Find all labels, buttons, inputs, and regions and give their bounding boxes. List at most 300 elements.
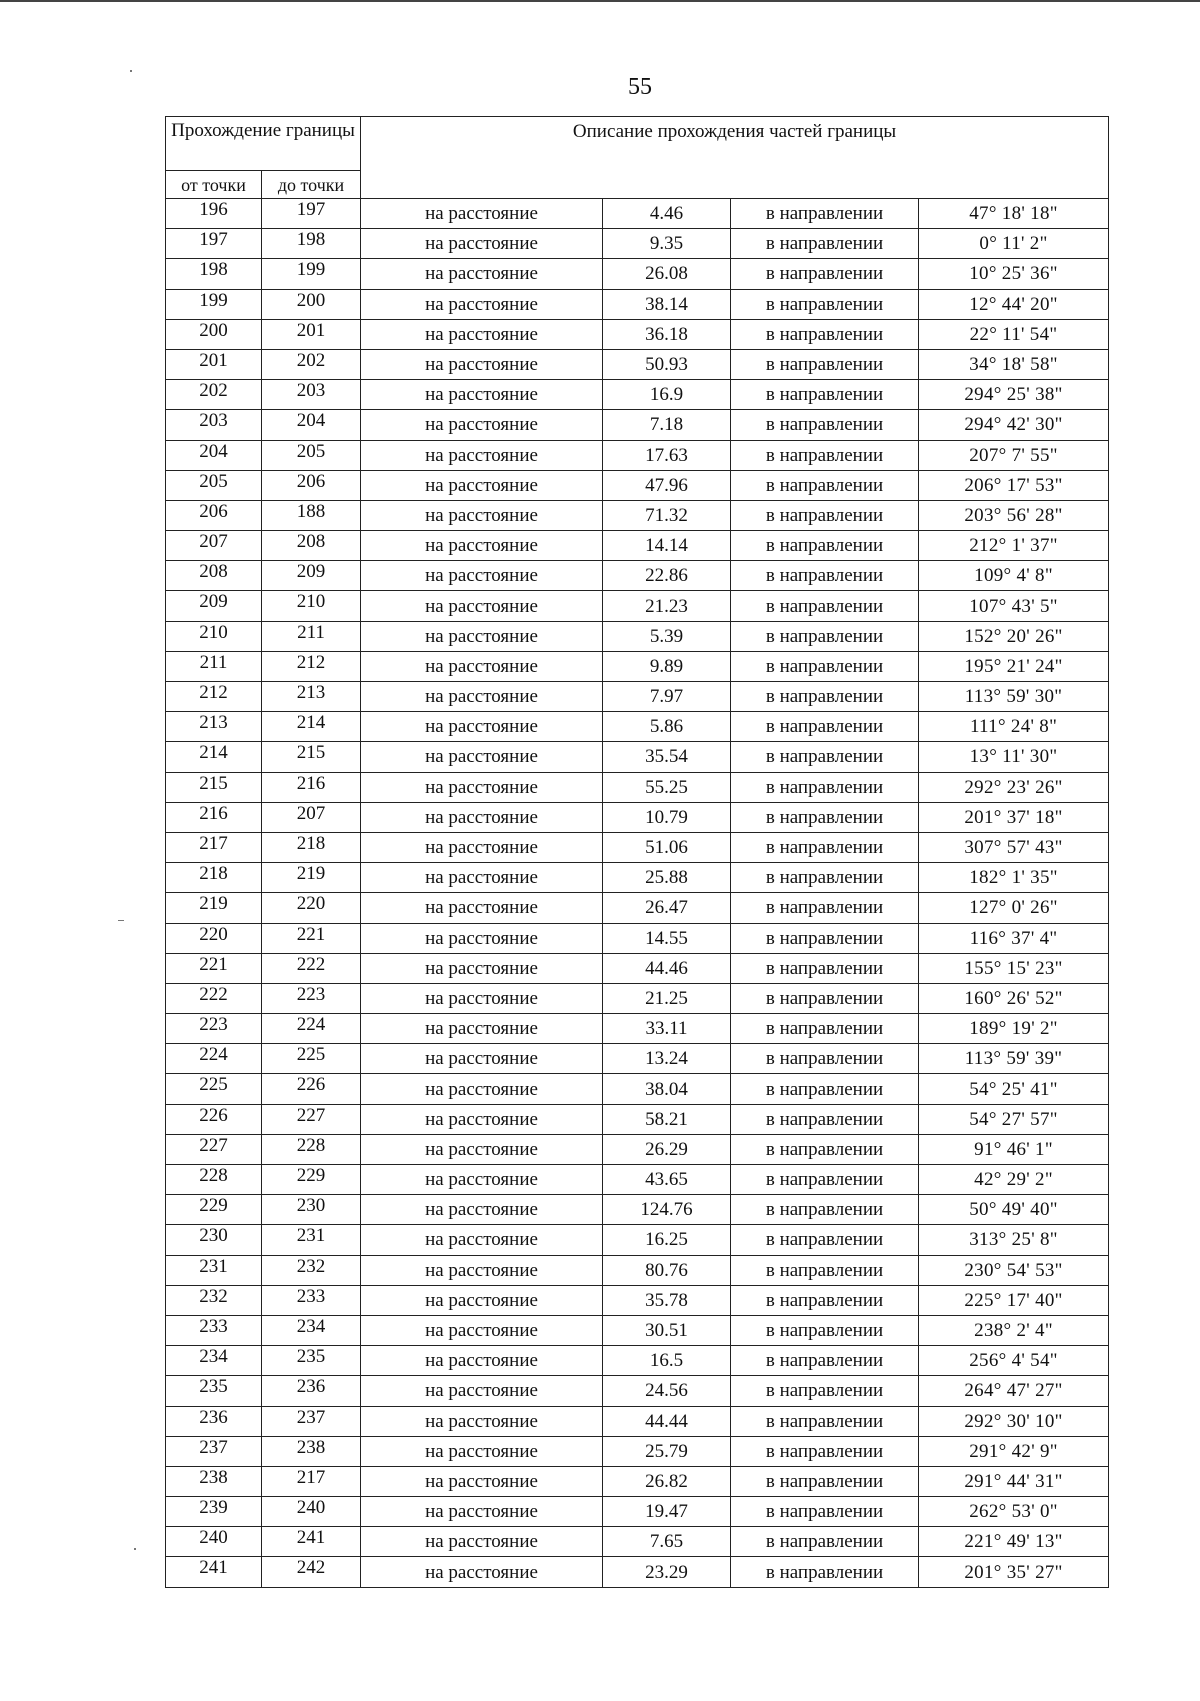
table-row <box>166 500 1109 530</box>
distance-label-cell: на расстояние <box>361 621 603 651</box>
distance-label-cell: на расстояние <box>361 1376 603 1406</box>
distance-value-cell: 17.63 <box>603 440 731 470</box>
table-row <box>166 1497 1109 1527</box>
table-row <box>166 832 1109 862</box>
angle-value-cell: 238° 2' 4" <box>919 1315 1109 1345</box>
direction-label-cell: в направлении <box>731 863 919 893</box>
to-point-cell: 197 <box>262 199 361 229</box>
to-point-cell: 209 <box>262 561 361 591</box>
direction-label-cell: в направлении <box>731 832 919 862</box>
distance-label-cell: на расстояние <box>361 1466 603 1496</box>
table-row <box>166 1285 1109 1315</box>
distance-value-cell: 21.25 <box>603 983 731 1013</box>
distance-label-cell: на расстояние <box>361 682 603 712</box>
distance-label-cell: на расстояние <box>361 802 603 832</box>
header-description: Описание прохождения частей границы <box>361 117 1109 199</box>
header-from-point: от точки <box>166 171 262 199</box>
angle-value-cell: 22° 11' 54" <box>919 319 1109 349</box>
angle-value-cell: 206° 17' 53" <box>919 470 1109 500</box>
direction-label-cell: в направлении <box>731 1285 919 1315</box>
from-point-cell: 209 <box>166 591 262 621</box>
table-row <box>166 259 1109 289</box>
to-point-cell: 215 <box>262 742 361 772</box>
distance-label-cell: на расстояние <box>361 1346 603 1376</box>
to-point-cell: 213 <box>262 682 361 712</box>
table-row <box>166 953 1109 983</box>
distance-value-cell: 5.39 <box>603 621 731 651</box>
to-point-cell: 214 <box>262 712 361 742</box>
table-row <box>166 319 1109 349</box>
table-row <box>166 1466 1109 1496</box>
from-point-cell: 200 <box>166 319 262 349</box>
distance-label-cell: на расстояние <box>361 229 603 259</box>
angle-value-cell: 294° 42' 30" <box>919 410 1109 440</box>
distance-value-cell: 26.82 <box>603 1466 731 1496</box>
direction-label-cell: в направлении <box>731 1466 919 1496</box>
scan-mark <box>118 920 124 921</box>
to-point-cell: 224 <box>262 1014 361 1044</box>
to-point-cell: 220 <box>262 893 361 923</box>
distance-label-cell: на расстояние <box>361 893 603 923</box>
direction-label-cell: в направлении <box>731 1014 919 1044</box>
distance-value-cell: 35.78 <box>603 1285 731 1315</box>
to-point-cell: 238 <box>262 1436 361 1466</box>
table-row <box>166 893 1109 923</box>
angle-value-cell: 160° 26' 52" <box>919 983 1109 1013</box>
distance-value-cell: 58.21 <box>603 1104 731 1134</box>
direction-label-cell: в направлении <box>731 1165 919 1195</box>
angle-value-cell: 292° 30' 10" <box>919 1406 1109 1436</box>
table-row <box>166 621 1109 651</box>
distance-label-cell: на расстояние <box>361 199 603 229</box>
from-point-cell: 201 <box>166 349 262 379</box>
from-point-cell: 229 <box>166 1195 262 1225</box>
from-point-cell: 223 <box>166 1014 262 1044</box>
distance-value-cell: 23.29 <box>603 1557 731 1587</box>
distance-label-cell: на расстояние <box>361 500 603 530</box>
distance-label-cell: на расстояние <box>361 1315 603 1345</box>
from-point-cell: 222 <box>166 983 262 1013</box>
distance-label-cell: на расстояние <box>361 1044 603 1074</box>
to-point-cell: 240 <box>262 1497 361 1527</box>
distance-value-cell: 25.88 <box>603 863 731 893</box>
to-point-cell: 212 <box>262 651 361 681</box>
direction-label-cell: в направлении <box>731 953 919 983</box>
direction-label-cell: в направлении <box>731 561 919 591</box>
table-row <box>166 199 1109 229</box>
from-point-cell: 216 <box>166 802 262 832</box>
distance-value-cell: 71.32 <box>603 500 731 530</box>
to-point-cell: 226 <box>262 1074 361 1104</box>
distance-label-cell: на расстояние <box>361 772 603 802</box>
table-row <box>166 1044 1109 1074</box>
angle-value-cell: 42° 29' 2" <box>919 1165 1109 1195</box>
table-row <box>166 531 1109 561</box>
distance-label-cell: на расстояние <box>361 1165 603 1195</box>
distance-value-cell: 7.65 <box>603 1527 731 1557</box>
distance-value-cell: 16.25 <box>603 1225 731 1255</box>
to-point-cell: 228 <box>262 1134 361 1164</box>
to-point-cell: 217 <box>262 1466 361 1496</box>
table-row <box>166 742 1109 772</box>
distance-label-cell: на расстояние <box>361 1195 603 1225</box>
angle-value-cell: 203° 56' 28" <box>919 500 1109 530</box>
distance-label-cell: на расстояние <box>361 470 603 500</box>
to-point-cell: 241 <box>262 1527 361 1557</box>
distance-value-cell: 26.29 <box>603 1134 731 1164</box>
distance-label-cell: на расстояние <box>361 1436 603 1466</box>
distance-label-cell: на расстояние <box>361 651 603 681</box>
distance-label-cell: на расстояние <box>361 259 603 289</box>
angle-value-cell: 307° 57' 43" <box>919 832 1109 862</box>
table-row <box>166 1134 1109 1164</box>
from-point-cell: 218 <box>166 863 262 893</box>
distance-value-cell: 14.55 <box>603 923 731 953</box>
angle-value-cell: 182° 1' 35" <box>919 863 1109 893</box>
table-row <box>166 923 1109 953</box>
distance-value-cell: 26.47 <box>603 893 731 923</box>
distance-value-cell: 50.93 <box>603 349 731 379</box>
distance-value-cell: 7.97 <box>603 682 731 712</box>
from-point-cell: 224 <box>166 1044 262 1074</box>
to-point-cell: 231 <box>262 1225 361 1255</box>
page-number: 55 <box>628 74 652 100</box>
from-point-cell: 239 <box>166 1497 262 1527</box>
from-point-cell: 198 <box>166 259 262 289</box>
header-to-point: до точки <box>262 171 361 199</box>
from-point-cell: 230 <box>166 1225 262 1255</box>
distance-value-cell: 25.79 <box>603 1436 731 1466</box>
table-row <box>166 712 1109 742</box>
from-point-cell: 199 <box>166 289 262 319</box>
angle-value-cell: 189° 19' 2" <box>919 1014 1109 1044</box>
from-point-cell: 205 <box>166 470 262 500</box>
direction-label-cell: в направлении <box>731 621 919 651</box>
from-point-cell: 211 <box>166 651 262 681</box>
direction-label-cell: в направлении <box>731 1376 919 1406</box>
from-point-cell: 237 <box>166 1436 262 1466</box>
angle-value-cell: 256° 4' 54" <box>919 1346 1109 1376</box>
direction-label-cell: в направлении <box>731 742 919 772</box>
distance-label-cell: на расстояние <box>361 1557 603 1587</box>
direction-label-cell: в направлении <box>731 1497 919 1527</box>
from-point-cell: 217 <box>166 832 262 862</box>
angle-value-cell: 291° 42' 9" <box>919 1436 1109 1466</box>
distance-label-cell: на расстояние <box>361 1497 603 1527</box>
distance-label-cell: на расстояние <box>361 289 603 319</box>
table-row <box>166 410 1109 440</box>
direction-label-cell: в направлении <box>731 682 919 712</box>
from-point-cell: 240 <box>166 1527 262 1557</box>
to-point-cell: 198 <box>262 229 361 259</box>
from-point-cell: 202 <box>166 380 262 410</box>
distance-value-cell: 14.14 <box>603 531 731 561</box>
table-row <box>166 682 1109 712</box>
direction-label-cell: в направлении <box>731 410 919 440</box>
distance-value-cell: 43.65 <box>603 1165 731 1195</box>
angle-value-cell: 34° 18' 58" <box>919 349 1109 379</box>
distance-value-cell: 30.51 <box>603 1315 731 1345</box>
to-point-cell: 200 <box>262 289 361 319</box>
to-point-cell: 203 <box>262 380 361 410</box>
table-row <box>166 983 1109 1013</box>
from-point-cell: 220 <box>166 923 262 953</box>
direction-label-cell: в направлении <box>731 229 919 259</box>
angle-value-cell: 292° 23' 26" <box>919 772 1109 802</box>
direction-label-cell: в направлении <box>731 259 919 289</box>
to-point-cell: 230 <box>262 1195 361 1225</box>
distance-value-cell: 44.46 <box>603 953 731 983</box>
angle-value-cell: 12° 44' 20" <box>919 289 1109 319</box>
direction-label-cell: в направлении <box>731 349 919 379</box>
distance-label-cell: на расстояние <box>361 1406 603 1436</box>
to-point-cell: 233 <box>262 1285 361 1315</box>
angle-value-cell: 116° 37' 4" <box>919 923 1109 953</box>
angle-value-cell: 155° 15' 23" <box>919 953 1109 983</box>
boundary-table <box>165 116 1109 1588</box>
from-point-cell: 197 <box>166 229 262 259</box>
angle-value-cell: 109° 4' 8" <box>919 561 1109 591</box>
angle-value-cell: 91° 46' 1" <box>919 1134 1109 1164</box>
table-row <box>166 772 1109 802</box>
to-point-cell: 242 <box>262 1557 361 1587</box>
from-point-cell: 241 <box>166 1557 262 1587</box>
distance-value-cell: 124.76 <box>603 1195 731 1225</box>
direction-label-cell: в направлении <box>731 651 919 681</box>
angle-value-cell: 262° 53' 0" <box>919 1497 1109 1527</box>
direction-label-cell: в направлении <box>731 289 919 319</box>
top-border-line <box>0 0 1200 2</box>
to-point-cell: 210 <box>262 591 361 621</box>
from-point-cell: 204 <box>166 440 262 470</box>
direction-label-cell: в направлении <box>731 1527 919 1557</box>
direction-label-cell: в направлении <box>731 1044 919 1074</box>
angle-value-cell: 13° 11' 30" <box>919 742 1109 772</box>
to-point-cell: 221 <box>262 923 361 953</box>
distance-value-cell: 9.89 <box>603 651 731 681</box>
distance-label-cell: на расстояние <box>361 1527 603 1557</box>
distance-value-cell: 33.11 <box>603 1014 731 1044</box>
distance-value-cell: 38.14 <box>603 289 731 319</box>
to-point-cell: 236 <box>262 1376 361 1406</box>
from-point-cell: 215 <box>166 772 262 802</box>
distance-value-cell: 24.56 <box>603 1376 731 1406</box>
from-point-cell: 235 <box>166 1376 262 1406</box>
to-point-cell: 204 <box>262 410 361 440</box>
direction-label-cell: в направлении <box>731 1074 919 1104</box>
direction-label-cell: в направлении <box>731 1346 919 1376</box>
table-row <box>166 1195 1109 1225</box>
angle-value-cell: 54° 25' 41" <box>919 1074 1109 1104</box>
table-row <box>166 1225 1109 1255</box>
from-point-cell: 206 <box>166 500 262 530</box>
from-point-cell: 212 <box>166 682 262 712</box>
from-point-cell: 210 <box>166 621 262 651</box>
direction-label-cell: в направлении <box>731 470 919 500</box>
direction-label-cell: в направлении <box>731 319 919 349</box>
angle-value-cell: 54° 27' 57" <box>919 1104 1109 1134</box>
header-passage: Прохождение границы <box>166 117 361 171</box>
table-row <box>166 289 1109 319</box>
from-point-cell: 221 <box>166 953 262 983</box>
distance-label-cell: на расстояние <box>361 531 603 561</box>
direction-label-cell: в направлении <box>731 500 919 530</box>
direction-label-cell: в направлении <box>731 1557 919 1587</box>
direction-label-cell: в направлении <box>731 1104 919 1134</box>
table-row <box>166 380 1109 410</box>
direction-label-cell: в направлении <box>731 531 919 561</box>
to-point-cell: 219 <box>262 863 361 893</box>
from-point-cell: 219 <box>166 893 262 923</box>
angle-value-cell: 113° 59' 30" <box>919 682 1109 712</box>
distance-label-cell: на расстояние <box>361 319 603 349</box>
to-point-cell: 222 <box>262 953 361 983</box>
table-row <box>166 591 1109 621</box>
distance-label-cell: на расстояние <box>361 1074 603 1104</box>
distance-label-cell: на расстояние <box>361 923 603 953</box>
table-row <box>166 470 1109 500</box>
distance-label-cell: на расстояние <box>361 1134 603 1164</box>
distance-value-cell: 21.23 <box>603 591 731 621</box>
angle-value-cell: 127° 0' 26" <box>919 893 1109 923</box>
direction-label-cell: в направлении <box>731 380 919 410</box>
angle-value-cell: 212° 1' 37" <box>919 531 1109 561</box>
distance-value-cell: 5.86 <box>603 712 731 742</box>
table-row <box>166 1436 1109 1466</box>
distance-value-cell: 80.76 <box>603 1255 731 1285</box>
to-point-cell: 216 <box>262 772 361 802</box>
angle-value-cell: 201° 35' 27" <box>919 1557 1109 1587</box>
angle-value-cell: 294° 25' 38" <box>919 380 1109 410</box>
angle-value-cell: 47° 18' 18" <box>919 199 1109 229</box>
table-row <box>166 440 1109 470</box>
direction-label-cell: в направлении <box>731 1436 919 1466</box>
table-row <box>166 1406 1109 1436</box>
from-point-cell: 232 <box>166 1285 262 1315</box>
distance-label-cell: на расстояние <box>361 410 603 440</box>
direction-label-cell: в направлении <box>731 1195 919 1225</box>
distance-value-cell: 26.08 <box>603 259 731 289</box>
direction-label-cell: в направлении <box>731 1406 919 1436</box>
to-point-cell: 207 <box>262 802 361 832</box>
table-row <box>166 1315 1109 1345</box>
table-row <box>166 802 1109 832</box>
to-point-cell: 223 <box>262 983 361 1013</box>
angle-value-cell: 225° 17' 40" <box>919 1285 1109 1315</box>
to-point-cell: 208 <box>262 531 361 561</box>
distance-value-cell: 16.5 <box>603 1346 731 1376</box>
from-point-cell: 238 <box>166 1466 262 1496</box>
to-point-cell: 225 <box>262 1044 361 1074</box>
to-point-cell: 199 <box>262 259 361 289</box>
to-point-cell: 227 <box>262 1104 361 1134</box>
direction-label-cell: в направлении <box>731 923 919 953</box>
to-point-cell: 218 <box>262 832 361 862</box>
table-row <box>166 651 1109 681</box>
to-point-cell: 237 <box>262 1406 361 1436</box>
from-point-cell: 208 <box>166 561 262 591</box>
distance-label-cell: на расстояние <box>361 440 603 470</box>
angle-value-cell: 313° 25' 8" <box>919 1225 1109 1255</box>
distance-value-cell: 38.04 <box>603 1074 731 1104</box>
direction-label-cell: в направлении <box>731 1315 919 1345</box>
distance-value-cell: 19.47 <box>603 1497 731 1527</box>
from-point-cell: 196 <box>166 199 262 229</box>
distance-label-cell: на расстояние <box>361 349 603 379</box>
direction-label-cell: в направлении <box>731 983 919 1013</box>
angle-value-cell: 207° 7' 55" <box>919 440 1109 470</box>
distance-value-cell: 51.06 <box>603 832 731 862</box>
distance-label-cell: на расстояние <box>361 953 603 983</box>
table-row <box>166 1014 1109 1044</box>
table-row <box>166 561 1109 591</box>
angle-value-cell: 195° 21' 24" <box>919 651 1109 681</box>
distance-label-cell: на расстояние <box>361 591 603 621</box>
table-row <box>166 1104 1109 1134</box>
angle-value-cell: 291° 44' 31" <box>919 1466 1109 1496</box>
direction-label-cell: в направлении <box>731 712 919 742</box>
distance-value-cell: 13.24 <box>603 1044 731 1074</box>
distance-label-cell: на расстояние <box>361 1014 603 1044</box>
to-point-cell: 235 <box>262 1346 361 1376</box>
distance-value-cell: 44.44 <box>603 1406 731 1436</box>
distance-value-cell: 47.96 <box>603 470 731 500</box>
angle-value-cell: 201° 37' 18" <box>919 802 1109 832</box>
from-point-cell: 228 <box>166 1165 262 1195</box>
distance-value-cell: 22.86 <box>603 561 731 591</box>
angle-value-cell: 10° 25' 36" <box>919 259 1109 289</box>
distance-value-cell: 16.9 <box>603 380 731 410</box>
direction-label-cell: в направлении <box>731 591 919 621</box>
from-point-cell: 231 <box>166 1255 262 1285</box>
angle-value-cell: 230° 54' 53" <box>919 1255 1109 1285</box>
distance-value-cell: 35.54 <box>603 742 731 772</box>
distance-label-cell: на расстояние <box>361 1255 603 1285</box>
angle-value-cell: 0° 11' 2" <box>919 229 1109 259</box>
to-point-cell: 211 <box>262 621 361 651</box>
from-point-cell: 226 <box>166 1104 262 1134</box>
table-row <box>166 1376 1109 1406</box>
to-point-cell: 234 <box>262 1315 361 1345</box>
to-point-cell: 202 <box>262 349 361 379</box>
angle-value-cell: 152° 20' 26" <box>919 621 1109 651</box>
angle-value-cell: 264° 47' 27" <box>919 1376 1109 1406</box>
angle-value-cell: 113° 59' 39" <box>919 1044 1109 1074</box>
distance-value-cell: 4.46 <box>603 199 731 229</box>
table-row <box>166 349 1109 379</box>
table-row <box>166 863 1109 893</box>
distance-label-cell: на расстояние <box>361 380 603 410</box>
angle-value-cell: 50° 49' 40" <box>919 1195 1109 1225</box>
distance-label-cell: на расстояние <box>361 863 603 893</box>
to-point-cell: 206 <box>262 470 361 500</box>
table-row <box>166 1527 1109 1557</box>
from-point-cell: 227 <box>166 1134 262 1164</box>
table-row <box>166 229 1109 259</box>
table-row <box>166 1074 1109 1104</box>
from-point-cell: 236 <box>166 1406 262 1436</box>
from-point-cell: 213 <box>166 712 262 742</box>
direction-label-cell: в направлении <box>731 1134 919 1164</box>
table-row <box>166 1165 1109 1195</box>
distance-value-cell: 55.25 <box>603 772 731 802</box>
distance-label-cell: на расстояние <box>361 1285 603 1315</box>
to-point-cell: 188 <box>262 500 361 530</box>
table-row <box>166 1346 1109 1376</box>
distance-label-cell: на расстояние <box>361 561 603 591</box>
distance-value-cell: 9.35 <box>603 229 731 259</box>
from-point-cell: 234 <box>166 1346 262 1376</box>
